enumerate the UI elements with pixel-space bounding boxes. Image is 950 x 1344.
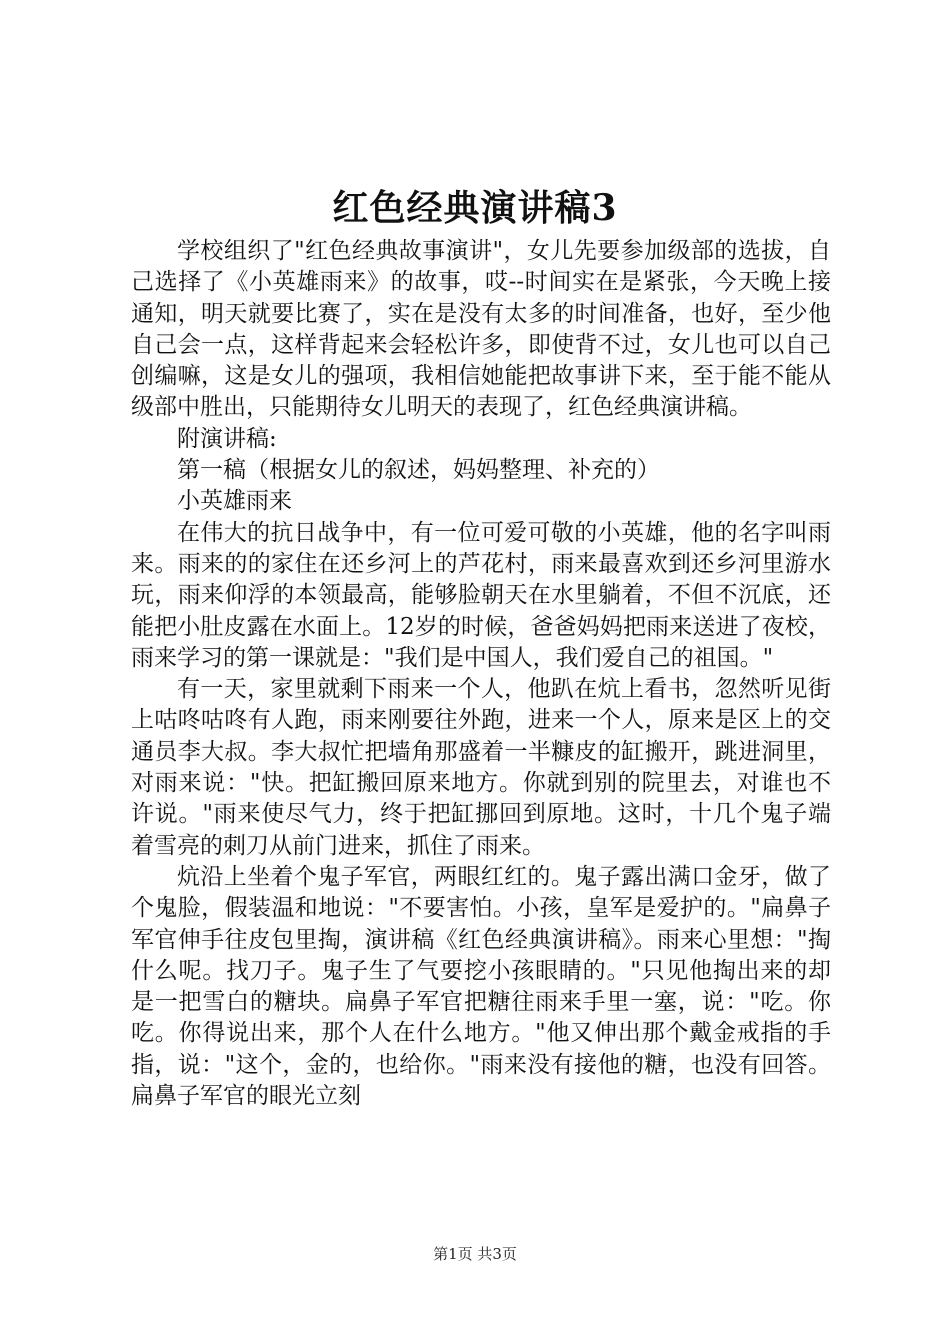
paragraph-story-3: 炕沿上坐着个鬼子军官，两眼红红的。鬼子露出满口金牙，做了个鬼脸，假装温和地说："不要害怕。小孩，皇军是爱护的。"扁鼻子军官伸手往皮包里掏，演讲稿《红色经典演讲稿》。雨来心里想："掏什么呢。找刀子。鬼子生了气要挖小孩眼睛的。"只见他掏出来的却是一把雪白的糖块。扁鼻子军官把糖往雨来手里一塞，说："吃。你吃。你得说出来，那个人在什么地方。"他又伸出那个戴金戒指的手指，说："这个，金的，也给你。"雨来没有接他的糖，也没有回答。扁鼻子军官的眼光立刻 — [131, 863, 831, 1110]
paragraph-story-2: 有一天，家里就剩下雨来一个人，他趴在炕上看书，忽然听见街上咕咚咕咚有人跑，雨来刚要往外跑，进来一个人，原来是区上的交通员李大叔。李大叔忙把墙角那盛着一半糠皮的缸搬开，跳进洞里，对雨来说："快。把缸搬回原来地方。你就到别的院里去，对谁也不许说。"雨来使尽气力，终于把缸挪回到原地。这时，十几个鬼子端着雪亮的刺刀从前门进来，抓住了雨来。 — [131, 676, 831, 859]
paragraph-attachment-label: 附演讲稿: — [177, 425, 277, 452]
paragraph-story-title: 小英雄雨来 — [177, 488, 292, 515]
page-number-footer: 第1页 共3页 — [433, 1245, 517, 1263]
document-body — [131, 236, 831, 1112]
paragraph-draft-label: 第一稿（根据女儿的叙述，妈妈整理、补充的） — [177, 457, 660, 484]
document-title: 红色经典演讲稿3 — [332, 187, 618, 229]
paragraph-intro: 学校组织了"红色经典故事演讲"，女儿先要参加级部的选拔，自己选择了《小英雄雨来》的故事，哎--时间实在是紧张，今天晚上接通知，明天就要比赛了，实在是没有太多的时间准备，也好，至少他自己会一点，这样背起来会轻松许多，即使背不过，女儿也可以自己创编嘛，这是女儿的强项，我相信她能把故事讲下来，至于能不能从级部中胜出，只能期待女儿明天的表现了，红色经典演讲稿。 — [131, 238, 831, 421]
paragraph-story-1: 在伟大的抗日战争中，有一位可爱可敬的小英雄，他的名字叫雨来。雨来的的家住在还乡河上的芦花村，雨来最喜欢到还乡河里游水玩，雨来仰浮的本领最高，能够脸朝天在水里躺着，不但不沉底，还能把小肚皮露在水面上。12岁的时候，爸爸妈妈把雨来送进了夜校，雨来学习的第一课就是："我们是中国人，我们爱自己的祖国。" — [131, 519, 831, 671]
